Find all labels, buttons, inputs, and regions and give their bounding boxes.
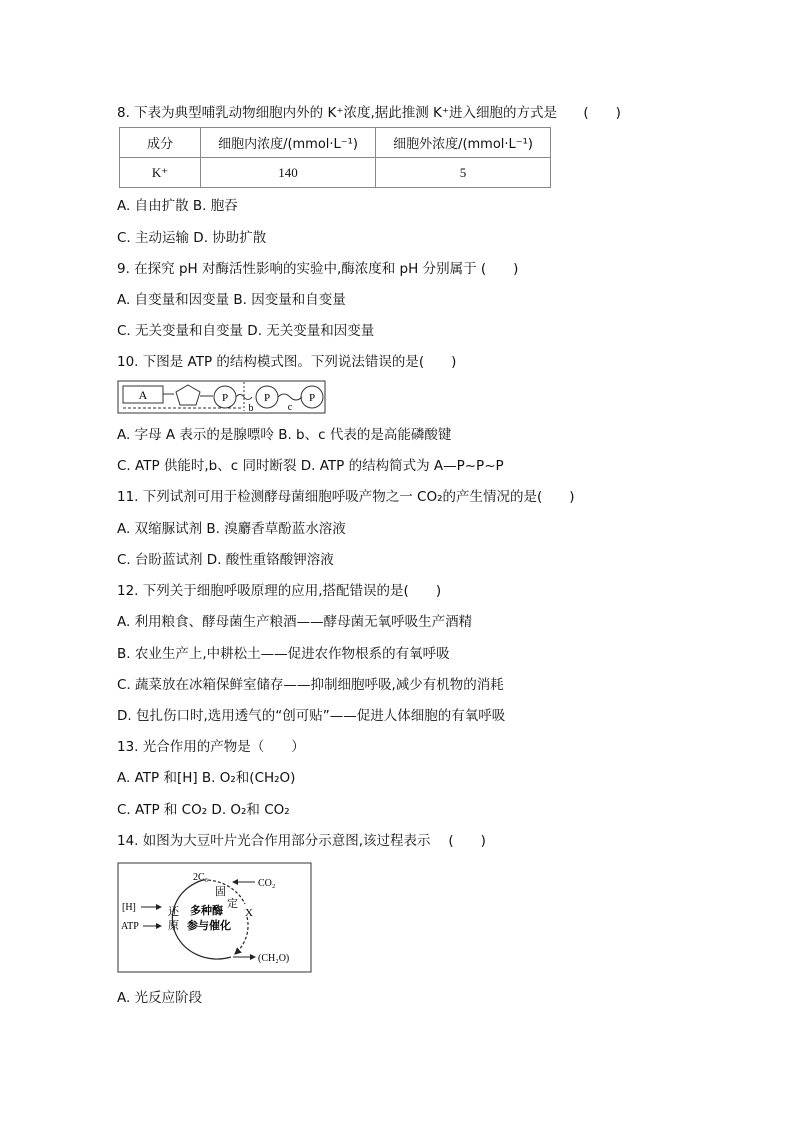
q8-options-ab: A. 自由扩散 B. 胞吞 bbox=[117, 198, 238, 214]
q9-stem: 9. 在探究 pH 对酶活性影响的实验中,酶浓度和 pH 分别属于 ( ) bbox=[117, 261, 519, 277]
table-cell: K⁺ bbox=[120, 158, 201, 188]
q9-options-cd: C. 无关变量和自变量 D. 无关变量和因变量 bbox=[117, 323, 375, 339]
q12-option-a: A. 利用粮食、酵母菌生产粮酒——酵母菌无氧呼吸生产酒精 bbox=[117, 614, 473, 630]
q8-options-cd: C. 主动运输 D. 协助扩散 bbox=[117, 230, 267, 246]
q10-stem: 10. 下图是 ATP 的结构模式图。下列说法错误的是( ) bbox=[117, 354, 457, 370]
table-header-cell: 细胞内浓度/(mmol·L⁻¹) bbox=[201, 128, 376, 158]
atp-label-a: A bbox=[138, 388, 148, 402]
table-cell: 5 bbox=[376, 158, 551, 188]
calvin-label-huan: 还 bbox=[168, 906, 179, 918]
q12-option-b: B. 农业生产上,中耕松土——促进农作物根系的有氧呼吸 bbox=[117, 646, 450, 662]
q9-options-ab: A. 自变量和因变量 B. 因变量和自变量 bbox=[117, 292, 346, 308]
q11-stem: 11. 下列试剂可用于检测酵母菌细胞呼吸产物之一 CO₂的产生情况的是( ) bbox=[117, 489, 575, 505]
q12-option-d: D. 包扎伤口时,选用透气的“创可贴”——促进人体细胞的有氧呼吸 bbox=[117, 708, 506, 724]
q11-options-cd: C. 台盼蓝试剂 D. 酸性重铬酸钾溶液 bbox=[117, 552, 334, 568]
calvin-label-enzyme2: 参与催化 bbox=[187, 920, 231, 932]
calvin-label-2c3: 2C₃ bbox=[193, 872, 209, 883]
q13-stem: 13. 光合作用的产物是（ ） bbox=[117, 739, 305, 755]
table-cell: 140 bbox=[201, 158, 376, 188]
calvin-label-enzyme1: 多种酶 bbox=[190, 905, 223, 917]
calvin-label-ch2o: (CH₂O) bbox=[258, 953, 290, 964]
table-header-cell: 成分 bbox=[120, 128, 201, 158]
q11-options-ab: A. 双缩脲试剂 B. 溴麝香草酚蓝水溶液 bbox=[117, 521, 346, 537]
calvin-label-co2: CO₂ bbox=[258, 878, 276, 889]
table-header-cell: 细胞外浓度/(mmol·L⁻¹) bbox=[376, 128, 551, 158]
q12-stem: 12. 下列关于细胞呼吸原理的应用,搭配错误的是( ) bbox=[117, 583, 442, 599]
atp-label-p1: P bbox=[221, 392, 229, 404]
calvin-label-yuan: 原 bbox=[168, 920, 179, 932]
q14-stem: 14. 如图为大豆叶片光合作用部分示意图,该过程表示 ( ) bbox=[117, 833, 486, 849]
q8-answer-paren: ( ) bbox=[583, 105, 621, 121]
atp-structure-diagram bbox=[117, 380, 329, 416]
atp-label-p2: P bbox=[263, 392, 271, 404]
calvin-label-atp: ATP bbox=[121, 921, 139, 932]
atp-label-p3: P bbox=[308, 392, 316, 404]
q12-option-c: C. 蔬菜放在冰箱保鲜室储存——抑制细胞呼吸,减少有机物的消耗 bbox=[117, 677, 504, 693]
atp-label-b: b bbox=[248, 403, 254, 414]
q8-stem: 8. 下表为典型哺乳动物细胞内外的 K⁺浓度,据此推测 K⁺进入细胞的方式是 ( ) bbox=[117, 105, 621, 121]
calvin-label-gu: 固 bbox=[215, 886, 226, 898]
q10-options-ab: A. 字母 A 表示的是腺嘌呤 B. b、c 代表的是高能磷酸键 bbox=[117, 427, 452, 443]
calvin-label-x: X bbox=[245, 907, 253, 919]
atp-label-c: c bbox=[287, 402, 293, 413]
calvin-cycle-diagram bbox=[117, 862, 313, 974]
calvin-label-ding: 定 bbox=[227, 898, 238, 910]
calvin-label-h: [H] bbox=[122, 902, 136, 913]
q10-options-cd: C. ATP 供能时,b、c 同时断裂 D. ATP 的结构简式为 A—P~P~P bbox=[117, 458, 504, 474]
table-header-row bbox=[120, 128, 551, 158]
table-row bbox=[120, 158, 551, 188]
q13-options-cd: C. ATP 和 CO₂ D. O₂和 CO₂ bbox=[117, 802, 290, 818]
q14-option-a: A. 光反应阶段 bbox=[117, 990, 203, 1006]
q13-options-ab: A. ATP 和[H] B. O₂和(CH₂O) bbox=[117, 770, 296, 786]
potassium-concentration-table bbox=[119, 127, 551, 188]
